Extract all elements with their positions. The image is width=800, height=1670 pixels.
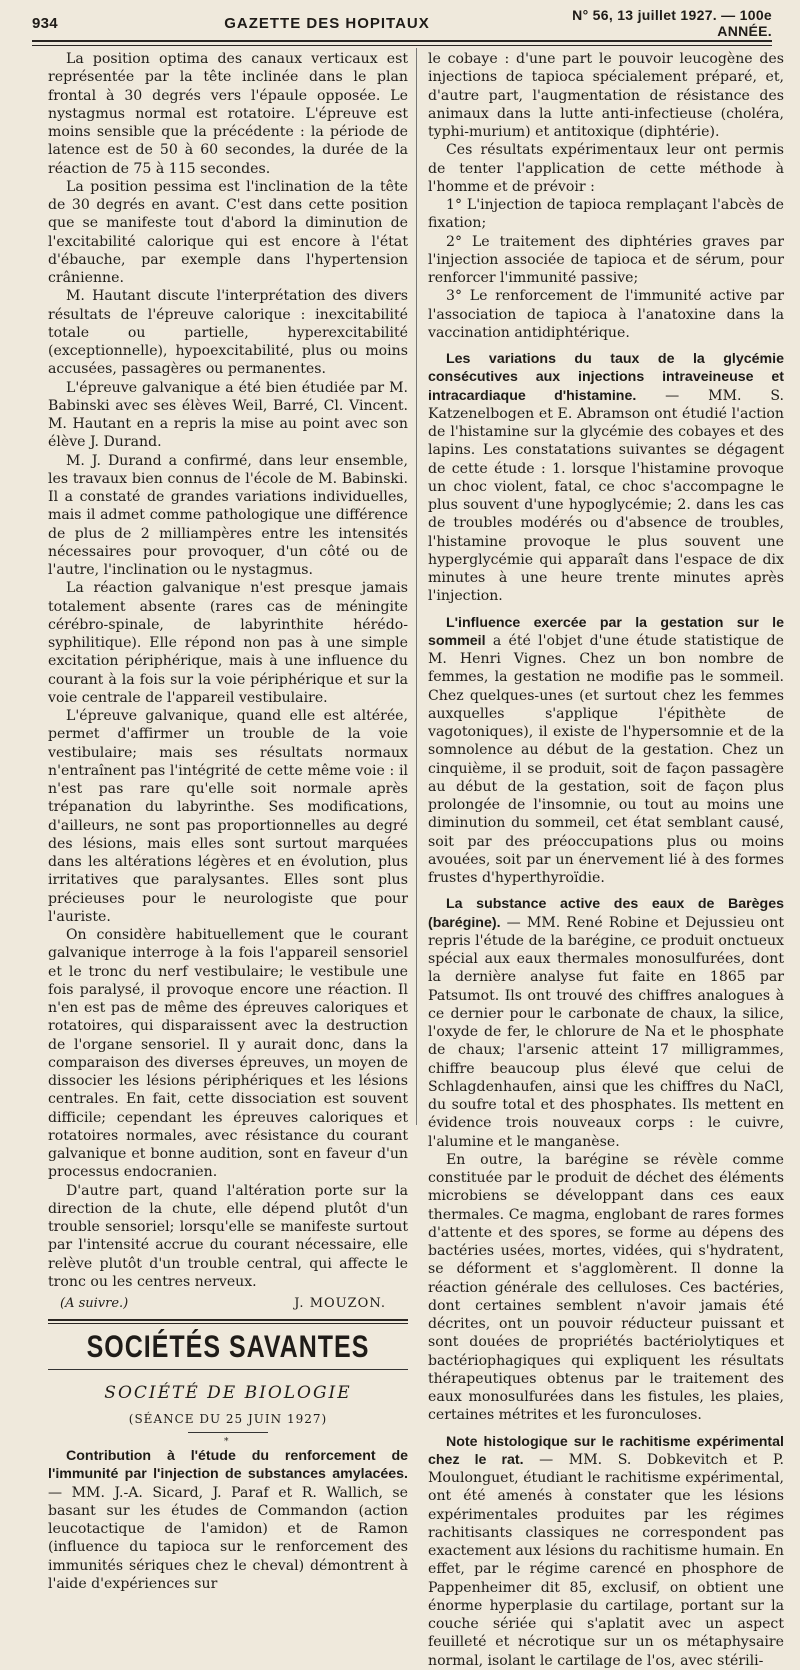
spacer <box>428 342 784 350</box>
paragraph: En outre, la barégine se révèle comme constituée par le produit de déchet des éléments microbiens se développant dans ces eaux thermales. Ce magma, englobant de rares formes d'attente et des spores, se forme au dépens des bactéries usées, mortes, vidées, qui s'hydratent, se déforment et s'agglomèrent. Il donne la réaction générale des celluloses. Ces bactéries, dont certaines semblent n'avoir jamais été décrites, ont un pouvoir réducteur puissant et sont douées de propriétés bactériolytiques et bactériophagiques qui expliquent les résultats thérapeutiques obtenus par le traitement des eaux monosulfurées dans les fistules, les plaies, certaines métrites et les furonculoses. <box>428 1151 784 1424</box>
spacer <box>428 1425 784 1433</box>
article-text: — MM. René Robine et Dejussieu ont repris l'étude de la barégine, ce produit onctueux spécial aux eaux thermales monosulfurées, dont la dernière analyse fut faite en 1865 par Patsumot. Ils ont trouvé des chiffres analogues à ce dernier pour le carbonate de chaux, la silice, l'oxyde de fer, le chlorure de Na et le phosphate de chaux; l'arsenic atteint 17 milligrammes, chiffre beaucoup plus élevé que celui de Schlagdenhaufen, ainsi que les chiffres du NaCl, du soufre total et des phosphates. Ils mettent en évidence trois nouveaux corps : le cuivre, l'alumine et le manganèse. <box>428 914 784 1150</box>
section-rule <box>48 1319 408 1324</box>
article-paragraph <box>48 1447 408 1593</box>
page-number: 934 <box>32 14 58 32</box>
right-column <box>428 50 784 1669</box>
header-rule <box>32 40 772 46</box>
article-text: — MM. J.-A. Sicard, J. Paraf et R. Wallich, se basant sur les études de Commandon (action leucotactique de l'amidon) et de Ramon (influence du tapioca sur le renforcement des immunités sériques chez le cheval) démontrent à l'aide d'expériences sur <box>48 1484 408 1592</box>
article-title: Contribution à l'étude du renforcement de l'immunité par l'injection de substances amylacées. <box>48 1448 408 1483</box>
paragraph: L'épreuve galvanique a été bien étudiée par M. Babinski avec ses élèves Weil, Barré, Cl. Vincent. M. Hautant en a repris la mise au point avec son élève J. Durand. <box>48 379 408 451</box>
session-date: (SÉANCE DU 25 JUIN 1927) <box>128 1411 328 1426</box>
paragraph: 1° L'injection de tapioca remplaçant l'abcès de fixation; <box>428 197 784 232</box>
paragraph: D'autre part, quand l'altération porte sur la direction de la chute, elle dépend plutôt d'un trouble sensoriel; lorsqu'elle se manifeste surtout par l'intensité accrue du courant nécessaire, elle relève plutôt d'un trouble central, qui affecte le tronc ou les centres nerveux. <box>48 1182 408 1290</box>
paragraph: Ces résultats expérimentaux leur ont permis de tenter l'application de cette méthode à l'homme et de prévoir : <box>428 142 784 195</box>
article-title: Les variations du taux de la glycémie consécutives aux injections intraveineuse et intracardiaque d'histamine. <box>428 351 784 404</box>
society-name: SOCIÉTÉ DE BIOLOGIE <box>104 1382 352 1403</box>
paragraph: 2° Le traitement des diphtéries graves par l'injection associée de tapioca et de sérum, pour renforcer l'immunité passive; <box>428 233 784 286</box>
paragraph: La position optima des canaux verticaux est représentée par la tête inclinée dans le plan frontal à 30 degrés vers l'épaule opposée. Le nystagmus normal est rotatoire. L'épreuve est moins sensible que la précédente : la période de latence est de 50 à 60 secondes, la durée de la réaction de 75 à 115 secondes. <box>48 51 408 177</box>
paragraph: On considère habituellement que le courant galvanique interroge à la fois l'appareil sensoriel et le tronc du nerf vestibulaire; le vestibule une fois paralysé, il provoque encore une réaction. Il n'en est pas de même des épreuves caloriques et rotatoires, qui disparaissent avec la destruction de l'organe sensoriel. Il y aurait donc, dans la comparaison des diverses épreuves, un moyen de dissocier les lésions périphériques et les lésions centrales. En fait, cette dissociation est souvent difficile; cependant les épreuves caloriques et rotatoires normales, avec résistance du courant galvanique et bonne audition, sont en faveur d'un processus endocranien. <box>48 927 408 1181</box>
article-text: — MM. S. Dobkevitch et P. Moulonguet, étudiant le rachitisme expérimental, ont été amenés à constater que les lésions expérimentales produites par les régimes rachitisants classiques ne correspondent pas exactement aux lésions du rachitisme humain. En effet, par le régime carencé en phosphore de Pappenheimer dit 85, exclusif, on obtient une énorme hyperplasie du cartilage, portant sur la couche sériée qui s'aplatit avec un aspect feuilleté et nécrotique sur un os métaphysaire normal, isolant le cartilage de l'os, avec stérili- <box>428 1451 784 1669</box>
paragraph: M. Hautant discute l'interprétation des divers résultats de l'épreuve calorique : inexcitabilité totale ou partielle, hyperexcitabilité (exceptionnelle), hypoexcitabilité, plus ou moins accusées, passagères ou permanentes. <box>48 288 408 378</box>
ornament: * <box>224 1437 229 1447</box>
spacer <box>428 606 784 614</box>
article-paragraph <box>428 895 784 1151</box>
paragraph: le cobaye : d'une part le pouvoir leucogène des injections de tapioca spécialement préparé, et, d'autre part, l'augmentation de résistance des animaux dans la lutte anti-infectieuse (choléra, typhi-murium) et antitoxique (diphtérie). <box>428 51 784 140</box>
paragraph: 3° Le renforcement de l'immunité active par l'association de tapioca à l'anatoxine dans la vaccination antidiphtérique. <box>428 288 784 341</box>
column-divider <box>416 48 417 1125</box>
ornament-rule <box>188 1432 268 1447</box>
article-signature <box>48 1295 408 1313</box>
section-title: SOCIÉTÉS SAVANTES <box>86 1329 370 1365</box>
article-paragraph <box>428 614 784 888</box>
article-text: — MM. S. Katzenelbogen et E. Abramson ont étudié l'action de l'histamine sur la glycémie des cobayes et des lapins. Les constatations suivantes se dégagent de cette étude : 1. lorsque l'histamine provoque un choc violent, fatal, ce choc s'accompagne le plus souvent d'une hypoglycémie; 2. dans les cas de troubles modérés ou d'absence de troubles, l'histamine provoque le plus souvent une hyperglycémie qui apparaît dans l'espace de dix minutes à une heure trente minutes après l'injection. <box>428 387 784 605</box>
paragraph: L'épreuve galvanique, quand elle est altérée, permet d'affirmer un trouble de la voie vestibulaire; mais ses résultats normaux n'entraînent pas l'intégrité de cette même voie : il n'est pas rare qu'elle soit normale après trépanation du labyrinthe. Ses modifications, d'ailleurs, ne sont pas proportionnelles au degré des lésions, mais elles sont surtout marquées dans les altérations légères et en évolution, plus irritatives que paralysantes. Elles sont plus précieuses pour le neurologiste que pour l'auriste. <box>48 708 408 925</box>
article-title: Note histologique sur le rachitisme expérimental chez le rat. <box>428 1433 784 1468</box>
journal-title: GAZETTE DES HOPITAUX <box>224 14 430 32</box>
paragraph: La position pessima est l'inclination de la tête de 30 degrés en avant. C'est dans cette position que se manifeste tout d'abord la diminution de l'excitabilité calorique qui est encore à l'état d'ébauche, par exemple dans l'hypertension crânienne. <box>48 178 408 286</box>
paragraph: M. J. Durand a confirmé, dans leur ensemble, les travaux bien connus de l'école de M. Babinski. Il a constaté de grandes variations individuelles, mais il admet comme pathologique une différence de plus de 2 milliampères entre les intensités nécessaires pour provoquer, d'un côté ou de l'autre, l'inclination ou le nystagmus. <box>48 452 408 578</box>
spacer <box>428 887 784 895</box>
paragraph: La réaction galvanique n'est presque jamais totalement absente (rares cas de méningite cérébro-spinale, de labyrinthite hérédo-syphilitique). Elle répond non pas à une simple excitation périphérique, mais à une influence du courant à la fois sur la voie périphérique et sur la voie centrale de l'appareil vestibulaire. <box>48 580 408 706</box>
article-title: La substance active des eaux de Barèges (barégine). <box>428 896 784 931</box>
article-text: a été l'objet d'une étude statistique de M. Henri Vignes. Chez un bon nombre de femmes, la gestation ne modifie pas le sommeil. Chez quelques-unes (et surtout chez les femmes auxquelles s'applique l'épithète de vagotoniques), il existe de l'hypersomnie et de la somnolence au début de la gestation. Chez un cinquième, il se produit, soit de façon passagère au début de la gestation, soit de façon plus prolongée de l'insomnie, ou tout au moins une diminution du sommeil, cet état semblant causé, soit par des préoccupations plus ou moins avouées, soit par un énervement lié à des formes frustes d'hyperthyroïdie. <box>428 632 784 886</box>
author-name: J. MOUZON. <box>294 1296 386 1311</box>
to-follow-note: (A suivre.) <box>60 1296 129 1311</box>
article-paragraph <box>428 1433 784 1670</box>
article-paragraph <box>428 350 784 606</box>
issue-info: N° 56, 13 juillet 1927. — 100e ANNÉE. <box>572 7 772 39</box>
article-title: L'influence exercée par la gestation sur le sommeil <box>428 614 784 649</box>
page-header <box>32 7 772 39</box>
left-column <box>48 50 408 1592</box>
section-rule-thin <box>48 1369 408 1370</box>
